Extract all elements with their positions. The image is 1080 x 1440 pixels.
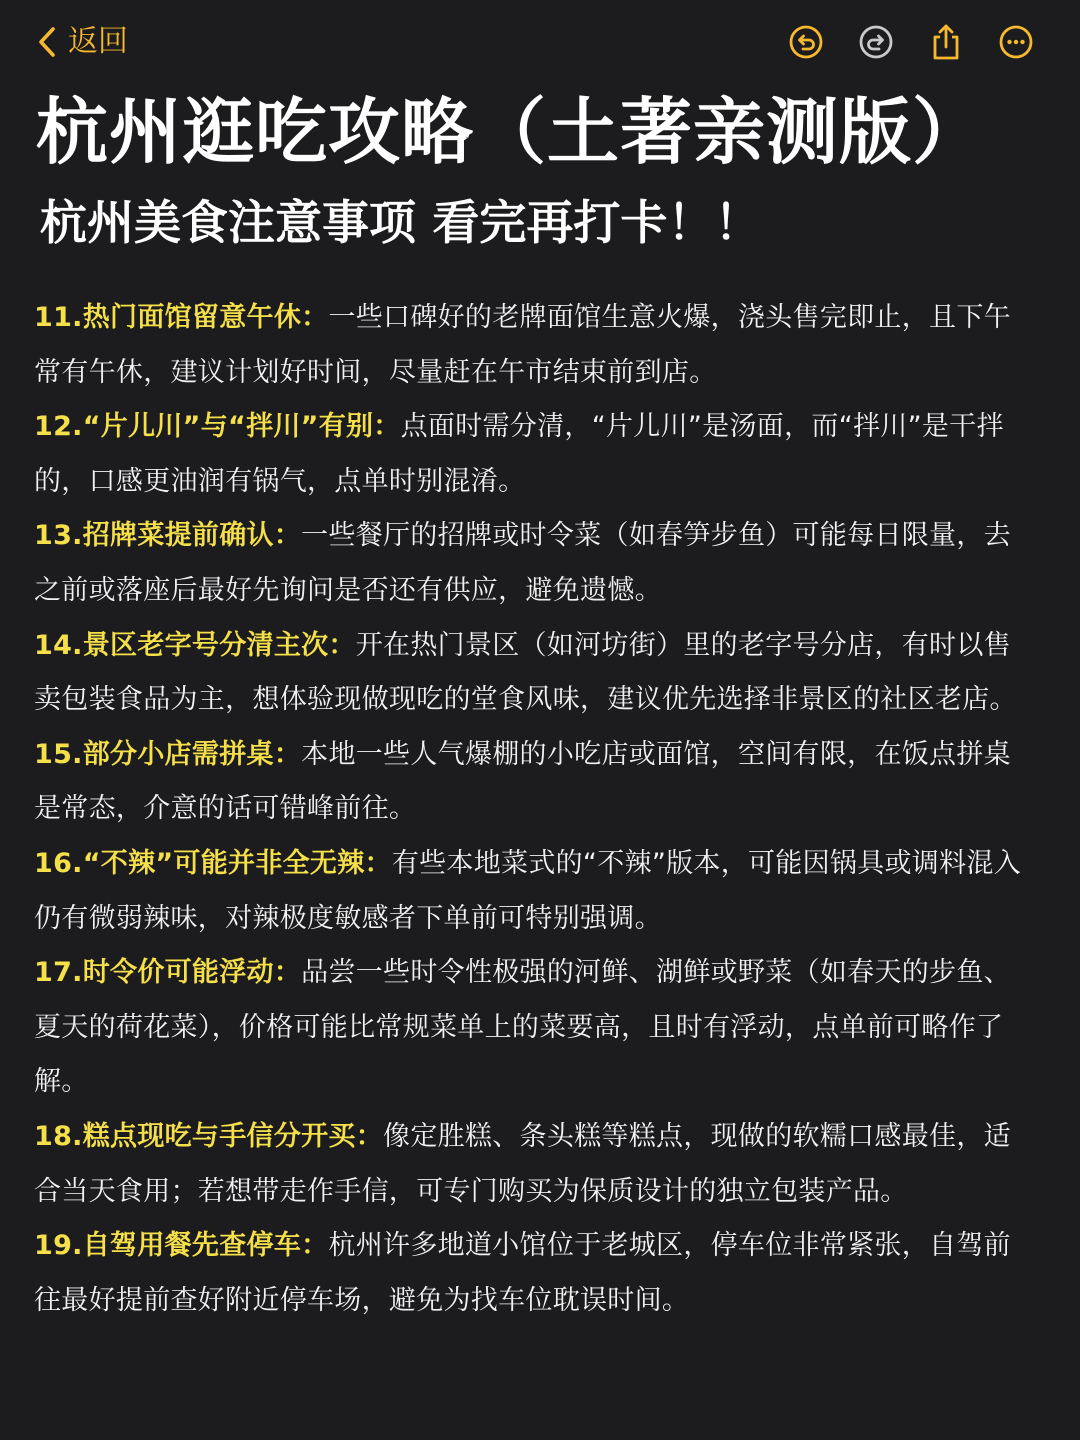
tip-body: 杭州许多地道小馆位于老城区，停车位非常紧张，自驾前往最好提前查好附近停车场，避免为找车位耽误时间。	[34, 1230, 1011, 1316]
tip-heading: 13.招牌菜提前确认：	[34, 520, 302, 552]
tip-item	[34, 509, 1024, 618]
tip-heading: 18.糕点现吃与手信分开买：	[34, 1120, 384, 1152]
tip-item	[34, 1110, 1024, 1219]
tip-item	[34, 1219, 1024, 1328]
undo-icon[interactable]	[786, 22, 826, 62]
tip-item	[34, 291, 1024, 400]
page-subtitle: 杭州美食注意事项 看完再打卡！！	[40, 196, 762, 251]
tip-body: 一些餐厅的招牌或时令菜（如春笋步鱼）可能每日限量，去之前或落座后最好先询问是否还有供应，避免遗憾。	[34, 520, 1011, 606]
tip-item	[34, 400, 1024, 509]
back-button[interactable]	[36, 20, 128, 64]
tip-heading: 19.自驾用餐先查停车：	[34, 1230, 329, 1262]
tip-body: 品尝一些时令性极强的河鲜、湖鲜或野菜（如春天的步鱼、夏天的荷花菜），价格可能比常规菜单上的菜要高，且时有浮动，点单前可略作了解。	[34, 957, 1011, 1098]
tips-list	[34, 291, 1024, 1328]
nav-bar	[0, 18, 1080, 68]
tip-body: 一些口碑好的老牌面馆生意火爆，浇头售完即止，且下午常有午休，建议计划好时间，尽量赶在午市结束前到店。	[34, 302, 1011, 388]
share-icon[interactable]	[926, 22, 966, 62]
back-label: 返回	[68, 24, 128, 59]
tip-heading: 16.“不辣”可能并非全无辣：	[34, 847, 392, 879]
tip-heading: 17.时令价可能浮动：	[34, 957, 302, 989]
tip-body: 点面时需分清，“片儿川”是汤面，而“拌川”是干拌的，口感更油润有锅气，点单时别混淆。	[34, 411, 1004, 497]
tip-body: 本地一些人气爆棚的小吃店或面馆，空间有限，在饭点拼桌是常态，介意的话可错峰前往。	[34, 738, 1011, 825]
toolbar-icons	[786, 22, 1036, 62]
chevron-left-icon	[36, 26, 58, 58]
more-icon[interactable]	[996, 22, 1036, 62]
tip-heading: 15.部分小店需拼桌：	[34, 738, 302, 770]
tip-item	[34, 946, 1024, 1110]
tip-item	[34, 837, 1024, 946]
tip-heading: 11.热门面馆留意午休：	[34, 302, 329, 333]
page-title: 杭州逛吃攻略（土著亲测版）	[36, 90, 986, 174]
tip-item	[34, 619, 1024, 728]
tip-heading: 14.景区老字号分清主次：	[34, 629, 356, 661]
redo-icon[interactable]	[856, 22, 896, 62]
tip-body: 有些本地菜式的“不辣”版本，可能因锅具或调料混入仍有微弱辣味，对辣极度敏感者下单前可特别强调。	[34, 847, 1022, 934]
tip-item	[34, 728, 1024, 837]
tip-body: 像定胜糕、条头糕等糕点，现做的软糯口感最佳，适合当天食用；若想带走作手信，可专门购买为保质设计的独立包装产品。	[34, 1120, 1011, 1207]
tip-heading: 12.“片儿川”与“拌川”有别：	[34, 411, 401, 443]
tip-body: 开在热门景区（如河坊街）里的老字号分店，有时以售卖包装食品为主，想体验现做现吃的堂食风味，建议优先选择非景区的社区老店。	[34, 629, 1017, 716]
